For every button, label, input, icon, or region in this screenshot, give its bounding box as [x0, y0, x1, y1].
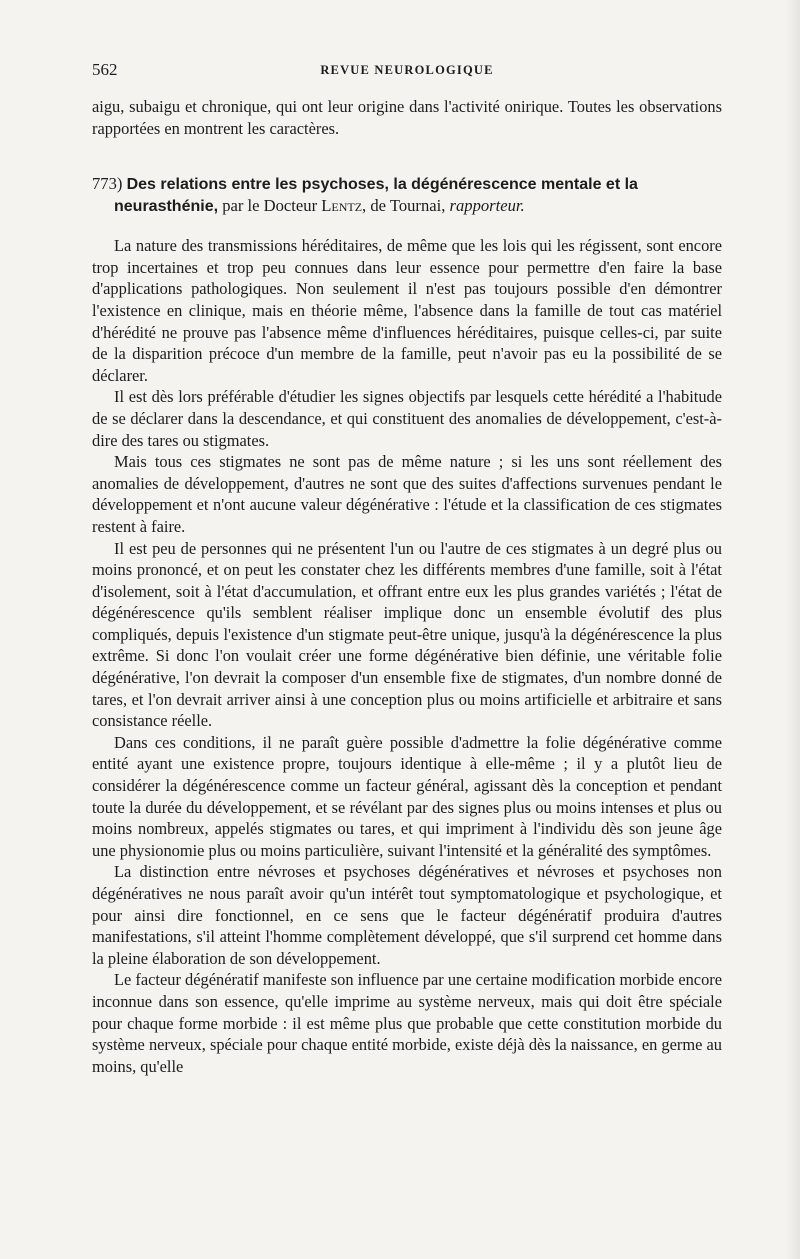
body-paragraph: Il est peu de personnes qui ne présentent l'un ou l'autre de ces stigmates à un degré plus ou moins prononcé, et on peut les constater chez les différents membres d'une famille, soit à l'état d'isolement, soit à l'état d'accumulation, et offrant entre eux les plus grandes variétés ; l'état de dégénérescence qu'ils semblent réaliser implique donc un ensemble évolutif des plus compliqués, depuis l'existence d'un stigmate peut-être unique, jusqu'à la dégénérescence la plus extrême. Si donc l'on voulait créer une forme dégénérative bien définie, une véritable folie dégénérative, l'on devrait la composer d'un ensemble fixe de stigmates, d'un nombre donné de tares, et l'on devrait arriver ainsi à une conception plus ou moins artificielle et arbitraire et sans consistance réelle. [92, 538, 722, 731]
running-header [92, 60, 722, 84]
byline-prefix: par le Docteur [222, 196, 318, 216]
body-paragraph: Il est dès lors préférable d'étudier les signes objectifs par lesquels cette hérédité a l'habitude de se déclarer dans la descendance, et qui constituent des anomalies de développement, c'est-à-dire des tares ou stigmates. [92, 387, 722, 450]
author-role: rapporteur. [449, 196, 525, 216]
section-heading [92, 173, 722, 217]
running-title: REVUE NEUROLOGIQUE [320, 63, 494, 77]
author-name: Lentz [321, 196, 363, 216]
article-body [92, 96, 722, 1077]
section-number: 773) [92, 174, 123, 194]
body-paragraph: Le facteur dégénératif manifeste son influence par une certaine modification morbide encore inconnue dans son essence, qu'elle imprime au système nerveux, mais qui doit être spéciale pour chaque forme morbide : il est même plus que probable que cette constitution morbide du système nerveux, spéciale pour chaque entité morbide, existe déjà dès la naissance, en germe au moins, qu'elle [92, 970, 722, 1076]
body-paragraph: Mais tous ces stigmates ne sont pas de même nature ; si les uns sont réellement des anomalies de développement, d'autres ne sont que des suites d'affections survenues pendant le développement et n'ont aucune valeur dégénérative : l'étude et la classification de ces stigmates restent à faire. [92, 452, 722, 536]
continuation-paragraph: aigu, subaigu et chronique, qui ont leur origine dans l'activité onirique. Toutes les observations rapportées en montrent les caractères. [92, 97, 722, 138]
section-title: Des relations entre les psychoses, la dégénérescence mentale et la neurasthénie, [114, 176, 638, 216]
byline-location: , de Tournai, [362, 196, 446, 216]
page-number: 562 [92, 60, 118, 79]
body-paragraph: La nature des transmissions héréditaires, de même que les lois qui les régissent, sont encore trop incertaines et trop peu connues dans leur essence pour permettre d'en faire la base d'applications pathologiques. Non seulement il n'est pas toujours possible d'en démontrer l'existence en clinique, mais en théorie même, l'absence dans la famille de tout cas matériel d'hérédité ne prouve pas l'absence même d'influences héréditaires, puisque celles-ci, par suite de la disparition précoce d'un membre de la famille, peut n'avoir pas eu la possibilité de se déclarer. [92, 236, 722, 385]
body-paragraph: La distinction entre névroses et psychoses dégénératives et névroses et psychoses non dégénératives ne nous paraît avoir qu'un intérêt tout symptomatologique et psychologique, et pour ainsi dire fonctionnel, en ce sens que le facteur dégénératif produira d'autres manifestations, s'il atteint l'homme complètement développé, que s'il surprend cet homme dans la pleine élaboration de son développement. [92, 862, 722, 968]
body-paragraph: Dans ces conditions, il ne paraît guère possible d'admettre la folie dégénérative comme entité ayant une existence propre, toujours identique à elle-même ; il y a plutôt lieu de considérer la dégénérescence comme un facteur général, agissant dès la conception et pendant toute la durée du développement, et se révélant par des signes plus ou moins intenses et plus ou moins nombreux, appelés stigmates ou tares, et qui impriment à l'individu dès son jeune âge une physionomie plus ou moins particulière, suivant l'intensité et la généralité des symptômes. [92, 732, 722, 860]
page-edge-shadow [786, 0, 800, 1259]
